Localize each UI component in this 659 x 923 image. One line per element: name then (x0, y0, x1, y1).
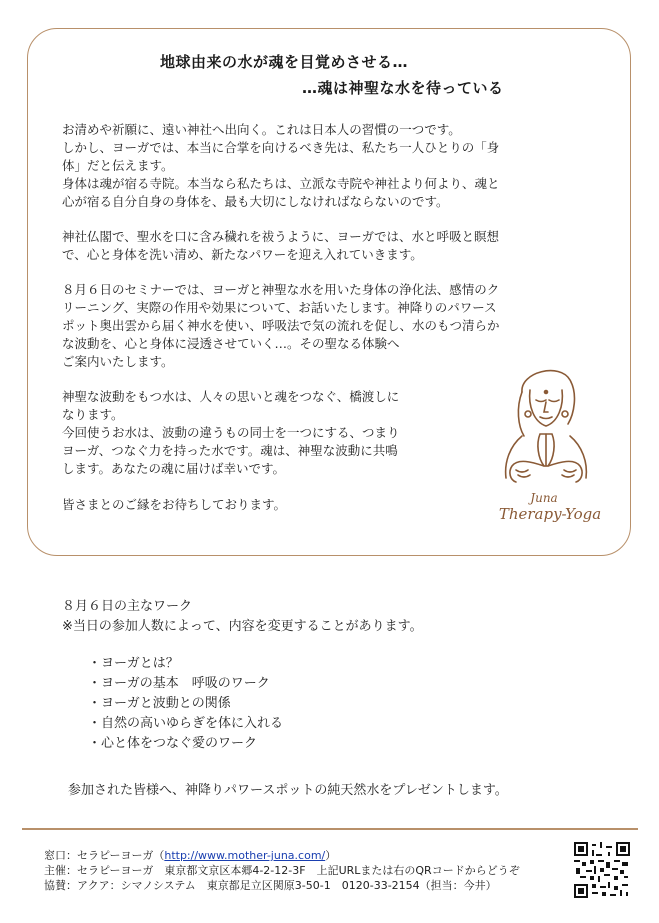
heading-line-1: 地球由来の水が魂を目覚めさせる… (160, 53, 409, 71)
footer-contact (44, 848, 520, 863)
footer-host: 主催：セラピーヨーガ 東京都文京区本郷4-2-12-3F 上記URLまたは右のQRコードからどうぞ (44, 864, 520, 877)
paragraph-closing: 皆さまとのご縁をお待ちしております。 (62, 497, 287, 512)
paragraph-seminar: ８月６日のセミナーでは、ヨーガと神聖な水を用いた身体の浄化法、感情のク リーニング、実際の作用や効果について、お話いたします。神降りのパワース ポット奥出雲から届く神水を使い、呼吸法で気の流れを促し、水のもつ清らか な波動を、心と身体に浸透させていく…。その聖なる体験へ ご案内いたします。 (62, 282, 500, 369)
juna-therapy-yoga-logo (482, 362, 612, 522)
heading-line-2: …魂は神聖な水を待っている (302, 79, 504, 97)
website-link[interactable]: http://www.mother-juna.com/ (164, 849, 326, 862)
work-note: ※当日の参加人数によって、内容を変更することがあります。 (62, 619, 423, 634)
work-item: ・心と体をつなぐ愛のワーク (88, 736, 258, 751)
paragraph-purification: 神社仏閣で、聖水を口に含み穢れを祓うように、ヨーガでは、水と呼吸と瞑想 で、心と身体を洗い清め、新たなパワーを迎え入れていきます。 (62, 229, 500, 262)
logo-text-therapy-yoga: Therapy-Yoga (498, 505, 602, 522)
footer-contact-close: ） (325, 849, 337, 862)
footer (44, 848, 520, 893)
footer-divider (22, 828, 638, 830)
work-item: ・自然の高いゆらぎを体に入れる (88, 716, 284, 731)
gift-notice: 参加された皆様へ、神降りパワースポットの純天然水をプレゼントします。 (68, 783, 508, 798)
logo-text-juna: Juna (530, 491, 558, 505)
paragraph-intro: お清めや祈願に、遠い神社へ出向く。これは日本人の習慣の一つです。 しかし、ヨーガでは、本当に合掌を向けるべき先は、私たち一人ひとりの「身 体」だと伝えます。 身体は魂が宿る寺院。本当なら私たちは、立派な寺院や神社より何より、魂と 心が宿る自分自身の身体を、最も大切にしなければならないのです。 (62, 122, 500, 209)
footer-sponsor: 協賛：アクア：シマノシステム 東京都足立区関原3-50-1 0120-33-2154（担当：今井） (44, 879, 497, 892)
work-list (88, 654, 283, 754)
paragraph-water: 神聖な波動をもつ水は、人々の思いと魂をつなぐ、橋渡しに なります。 今回使うお水は、波動の違うもの同士を一つにする、つまり ヨーガ、つなぐ力を持った水です。魂は、神聖な波動に共鳴 します。あなたの魂に届けば幸いです。 (62, 389, 400, 476)
work-item: ・ヨーガと波動との関係 (88, 696, 231, 711)
work-item: ・ヨーガとは？ (88, 656, 179, 671)
work-item: ・ヨーガの基本 呼吸のワーク (88, 676, 270, 691)
footer-contact-label: 窓口：セラピーヨーガ（ (44, 849, 165, 862)
work-title: ８月６日の主なワーク (62, 599, 193, 614)
qr-code[interactable] (574, 842, 630, 898)
